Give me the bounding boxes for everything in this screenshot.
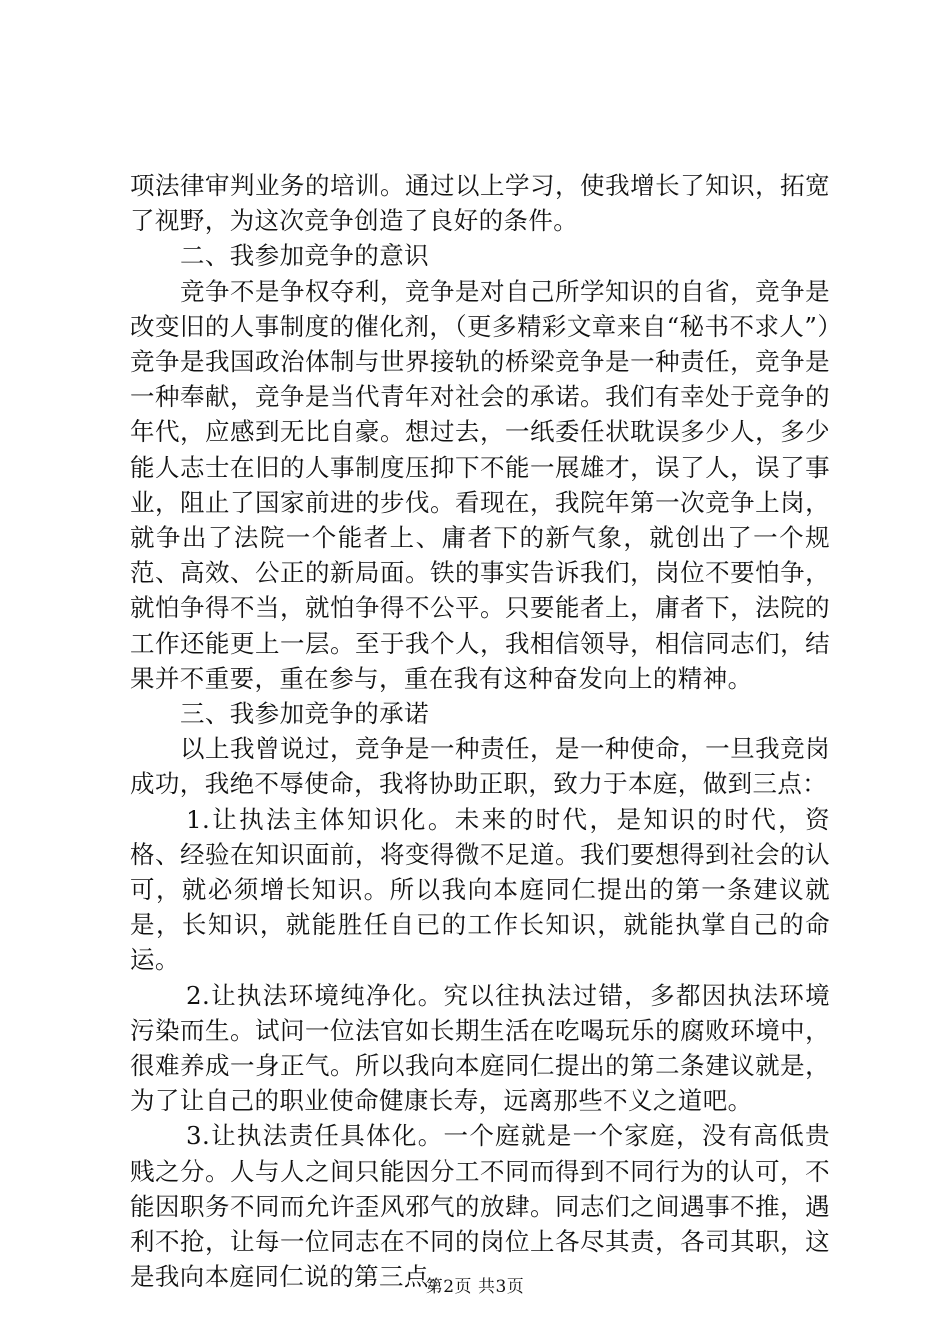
paragraph-training-continuation: 项法律审判业务的培训。通过以上学习，使我增长了知识，拓宽了视野，为这次竞争创造了良好的条件。 — [130, 171, 830, 236]
page-footer: 第2页 共3页 — [425, 1277, 525, 1297]
paragraph-point-3: 3.让执法责任具体化。一个庭就是一个家庭，没有高低贵贱之分。人与人之间只能因分工不同而得到不同行为的认可，不能因职务不同而允许歪风邪气的放肆。同志们之间遇事不推，遇利不抢，让每一位同志在不同的岗位上各尽其责，各司其职，这是我向本庭同仁说的第三点。 — [130, 1121, 830, 1292]
paragraph-point-2: 2.让执法环境纯净化。究以往执法过错，多都因执法环境污染而生。试问一位法官如长期生活在吃喝玩乐的腐败环境中，很难养成一身正气。所以我向本庭同仁提出的第二条建议就是，为了让自己的职业使命健康长寿，远离那些不义之道吧。 — [130, 980, 830, 1116]
section-heading-commitment: 三、我参加竞争的承诺 — [180, 699, 429, 729]
paragraph-point-1: 1.让执法主体知识化。未来的时代，是知识的时代，资格、经验在知识面前，将变得微不足道。我们要想得到社会的认可，就必须增长知识。所以我向本庭同仁提出的第一条建议就是，长知识，就能胜任自已的工作长知识，就能执掌自己的命运。 — [130, 804, 830, 975]
paragraph-commitment-intro: 以上我曾说过，竞争是一种责任，是一种使命，一旦我竞岗成功，我绝不辱使命，我将协助正职，致力于本庭，做到三点： — [130, 734, 830, 799]
document-body — [130, 168, 830, 1295]
paragraph-competition-awareness: 竞争不是争权夺利，竞争是对自己所学知识的自省，竞争是改变旧的人事制度的催化剂，（更多精彩文章来自“秘书不求人”）竞争是我国政治体制与世界接轨的桥梁竞争是一种责任，竞争是一种奉献，竞争是当代青年对社会的承诺。我们有幸处于竞争的年代，应感到无比自豪。想过去，一纸委任状耽误多少人，多少能人志士在旧的人事制度压抑下不能一展雄才，误了人，误了事业，阻止了国家前进的步伐。看现在，我院年第一次竞争上岗，就争出了法院一个能者上、庸者下的新气象，就创出了一个规范、高效、公正的新局面。铁的事实告诉我们，岗位不要怕争，就怕争得不当，就怕争得不公平。只要能者上，庸者下，法院的工作还能更上一层。至于我个人，我相信领导，相信同志们，结果并不重要，重在参与，重在我有这种奋发向上的精神。 — [130, 276, 830, 693]
section-heading-awareness: 二、我参加竞争的意识 — [180, 241, 429, 271]
